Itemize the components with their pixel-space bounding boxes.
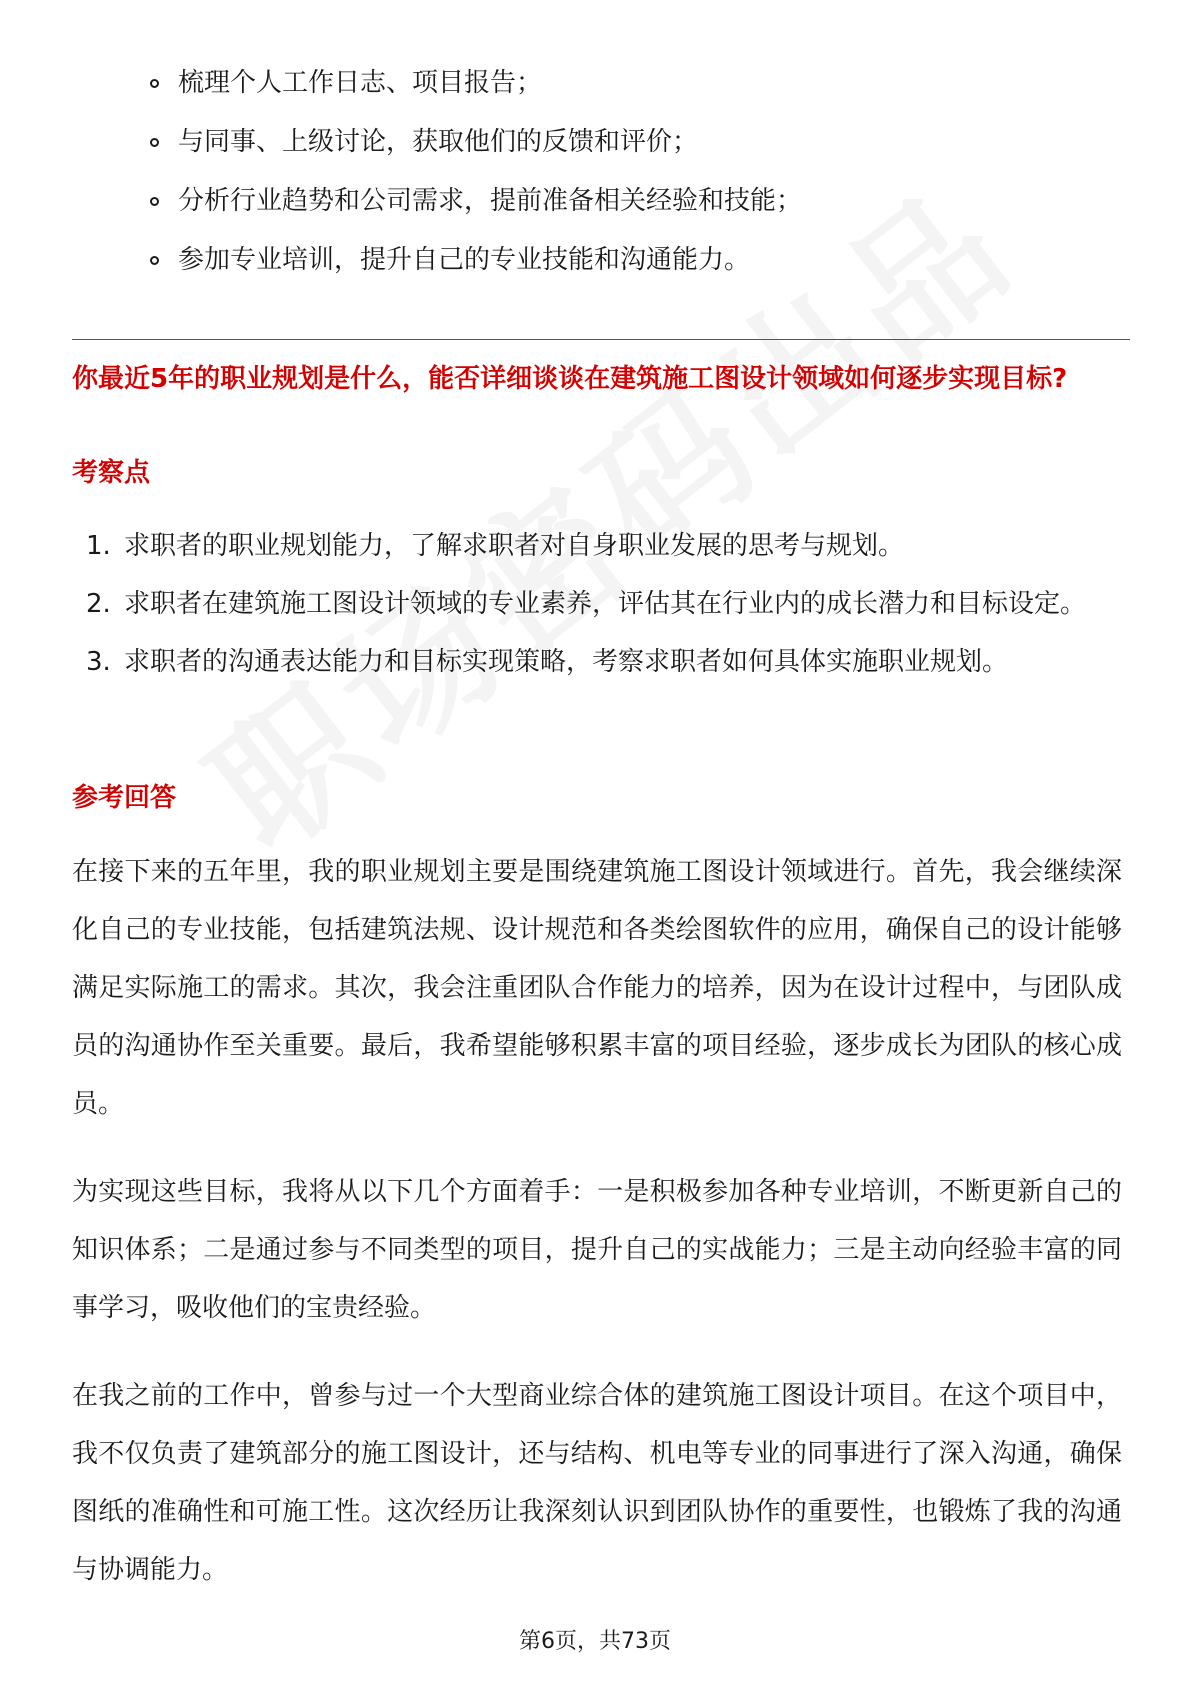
list-item-text: 梳理个人工作日志、项目报告； xyxy=(178,68,543,98)
circle-bullet-icon xyxy=(150,79,159,88)
question-heading: 你最近5年的职业规划是什么，能否详细谈谈在建筑施工图设计领域如何逐步实现目标? xyxy=(72,364,1068,394)
top-bullet-list xyxy=(150,54,802,290)
list-item xyxy=(72,575,1132,633)
list-item-number: 2. xyxy=(86,589,111,619)
page-number-footer: 第6页，共73页 xyxy=(519,1629,671,1654)
answer-paragraph: 为实现这些目标，我将从以下几个方面着手：一是积极参加各种专业培训，不断更新自己的知识体系；二是通过参与不同类型的项目，提升自己的实战能力；三是主动向经验丰富的同事学习，吸收他们的宝贵经验。 xyxy=(72,1177,1122,1323)
list-item-text: 求职者的沟通表达能力和目标实现策略，考察求职者如何具体实施职业规划。 xyxy=(124,647,1009,677)
circle-bullet-icon xyxy=(150,138,159,147)
list-item xyxy=(150,113,802,172)
list-item-number: 3. xyxy=(86,647,111,677)
list-item-text: 求职者的职业规划能力，了解求职者对自身职业发展的思考与规划。 xyxy=(124,531,905,561)
list-item-number: 1. xyxy=(86,531,111,561)
list-item xyxy=(150,231,802,290)
list-item xyxy=(150,172,802,231)
list-item xyxy=(150,54,802,113)
list-item xyxy=(72,517,1132,575)
list-item xyxy=(72,633,1132,691)
circle-bullet-icon xyxy=(150,197,159,206)
list-item-text: 分析行业趋势和公司需求，提前准备相关经验和技能； xyxy=(178,186,803,216)
circle-bullet-icon xyxy=(150,256,159,265)
section-divider xyxy=(72,339,1130,340)
exam-points-title: 考察点 xyxy=(72,458,151,488)
list-item-text: 求职者在建筑施工图设计领域的专业素养，评估其在行业内的成长潜力和目标设定。 xyxy=(124,589,1087,619)
exam-points-list xyxy=(72,517,1132,691)
list-item-text: 参加专业培训，提升自己的专业技能和沟通能力。 xyxy=(178,245,751,275)
reference-answer-title: 参考回答 xyxy=(72,783,177,813)
list-item-text: 与同事、上级讨论，获取他们的反馈和评价； xyxy=(178,127,699,157)
answer-paragraph: 在我之前的工作中，曾参与过一个大型商业综合体的建筑施工图设计项目。在这个项目中，我不仅负责了建筑部分的施工图设计，还与结构、机电等专业的同事进行了深入沟通，确保图纸的准确性和可施工性。这次经历让我深刻认识到团队协作的重要性，也锻炼了我的沟通与协调能力。 xyxy=(72,1381,1122,1585)
answer-paragraph: 在接下来的五年里，我的职业规划主要是围绕建筑施工图设计领域进行。首先，我会继续深化自己的专业技能，包括建筑法规、设计规范和各类绘图软件的应用，确保自己的设计能够满足实际施工的需求。其次，我会注重团队合作能力的培养，因为在设计过程中，与团队成员的沟通协作至关重要。最后，我希望能够积累丰富的项目经验，逐步成长为团队的核心成员。 xyxy=(72,857,1122,1119)
